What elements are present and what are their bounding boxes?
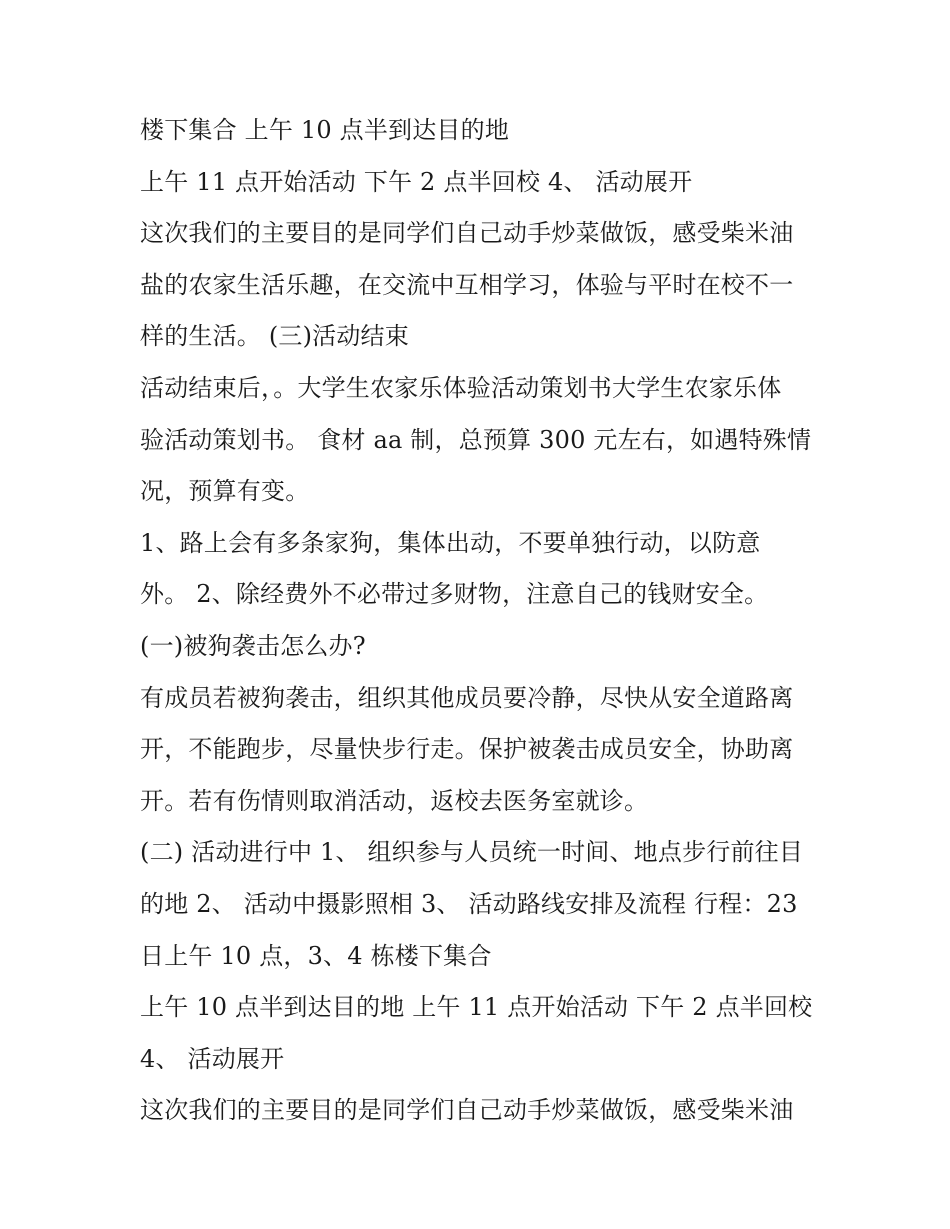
- text-line: 上午 11 点开始活动 下午 2 点半回校 4、 活动展开: [140, 167, 693, 196]
- text-line: 这次我们的主要目的是同学们自己动手炒菜做饭，感受柴米油: [140, 1096, 794, 1125]
- text-line: 这次我们的主要目的是同学们自己动手炒菜做饭，感受柴米油: [140, 219, 794, 248]
- section-heading: (一)被狗袭击怎么办?: [140, 631, 366, 660]
- text-line: (二) 活动进行中 1、 组织参与人员统一时间、地点步行前往目: [140, 838, 804, 867]
- text-line: 活动结束后，。大学生农家乐体验活动策划书大学生农家乐体: [140, 373, 782, 402]
- text-line: 开。若有伤情则取消活动，返校去医务室就诊。: [140, 786, 649, 815]
- document-body: [140, 108, 840, 1140]
- text-line: 样的生活。 (三)活动结束: [140, 322, 409, 351]
- text-line: 4、 活动展开: [140, 1044, 285, 1073]
- text-line: 有成员若被狗袭击，组织其他成员要冷静，尽快从安全道路离: [140, 683, 794, 712]
- text-line: 况，预算有变。: [140, 477, 310, 506]
- text-line: 盐的农家生活乐趣，在交流中互相学习，体验与平时在校不一: [140, 270, 794, 299]
- text-line: 的地 2、 活动中摄影照相 3、 活动路线安排及流程 行程：23: [140, 889, 798, 918]
- text-line: 外。 2、除经费外不必带过多财物，注意自己的钱财安全。: [140, 580, 769, 609]
- text-line: 楼下集合 上午 10 点半到达目的地: [140, 116, 510, 144]
- text-line: 1、路上会有多条家狗，集体出动，不要单独行动，以防意: [140, 528, 761, 557]
- text-line: 开，不能跑步，尽量快步行走。保护被袭击成员安全，协助离: [140, 735, 794, 764]
- text-line: 验活动策划书。 食材 aa 制，总预算 300 元左右，如遇特殊情: [140, 425, 812, 454]
- text-line: 日上午 10 点，3、4 栋楼下集合: [140, 941, 492, 970]
- text-line: 上午 10 点半到达目的地 上午 11 点开始活动 下午 2 点半回校: [140, 993, 813, 1022]
